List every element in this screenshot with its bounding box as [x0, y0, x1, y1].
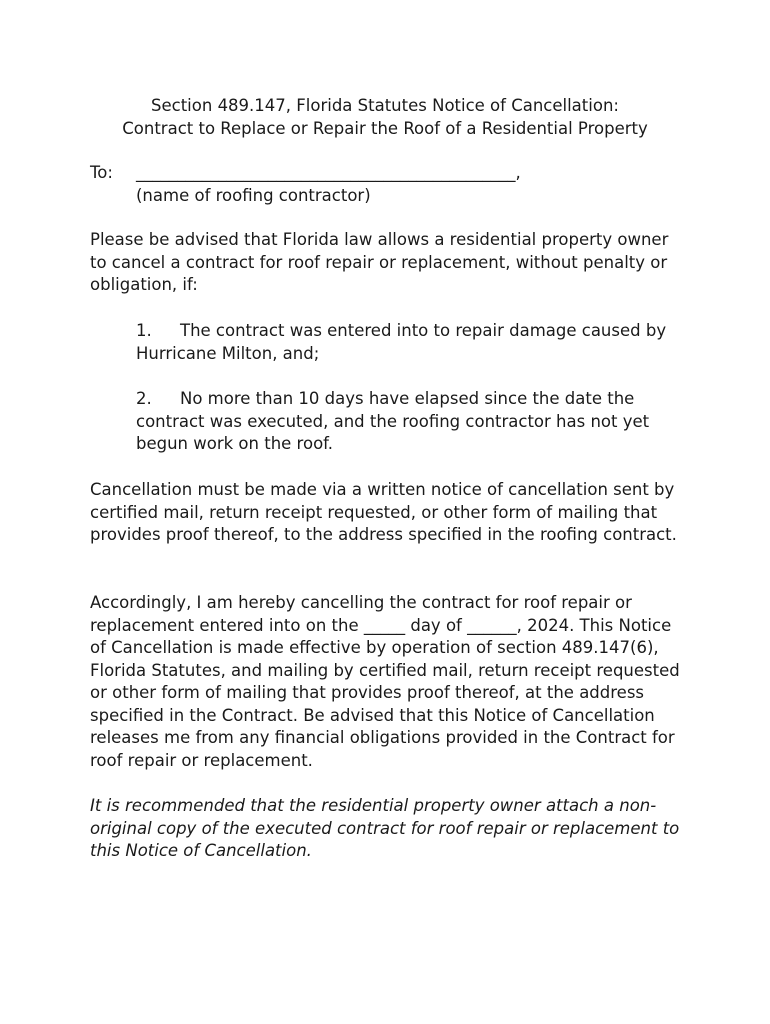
title-line-1: Section 489.147, Florida Statutes Notice of Cancellation: — [151, 96, 619, 115]
document-title — [0, 94, 770, 140]
intro-paragraph: Please be advised that Florida law allows a residential property owner to cancel a contract for roof repair or replacement, without penalty or obligation, if: — [90, 230, 669, 294]
declaration-paragraph: Accordingly, I am hereby cancelling the contract for roof repair or replacement entered into on the _____ day of ______, 2024. This Notice of Cancellation is made effective by operation of section 489.147(6), Florida Statutes, and mailing by certified mail, return receipt requested or other form of mailing that provides proof thereof, at the address specified in the Contract. Be advised that this Notice of Cancellation releases me from any financial obligations provided in the Contract for roof repair or replacement. — [90, 593, 680, 770]
contractor-name-note: (name of roofing contractor) — [136, 186, 371, 205]
title-line-2: Contract to Replace or Repair the Roof of a Residential Property — [122, 119, 648, 138]
condition-number: 2. — [136, 389, 152, 408]
condition-item-1 — [136, 320, 696, 365]
contractor-name-blank: ______________________________________________, — [136, 163, 521, 182]
condition-number: 1. — [136, 321, 152, 340]
cancellation-method-paragraph: Cancellation must be made via a written notice of cancellation sent by certified mail, return receipt requested, or other form of mailing that provides proof thereof, to the address specified in the roofing contract. — [90, 480, 677, 544]
condition-item-2 — [136, 388, 696, 456]
condition-text: The contract was entered into to repair damage caused by Hurricane Milton, and; — [136, 321, 667, 363]
to-label: To: — [90, 163, 113, 182]
to-field-row — [90, 161, 521, 184]
condition-text: No more than 10 days have elapsed since the date the contract was executed, and the roofing contractor has not yet begun work on the roof. — [136, 389, 650, 453]
recommendation-paragraph: It is recommended that the residential property owner attach a non-original copy of the executed contract for roof repair or replacement to this Notice of Cancellation. — [90, 796, 680, 860]
